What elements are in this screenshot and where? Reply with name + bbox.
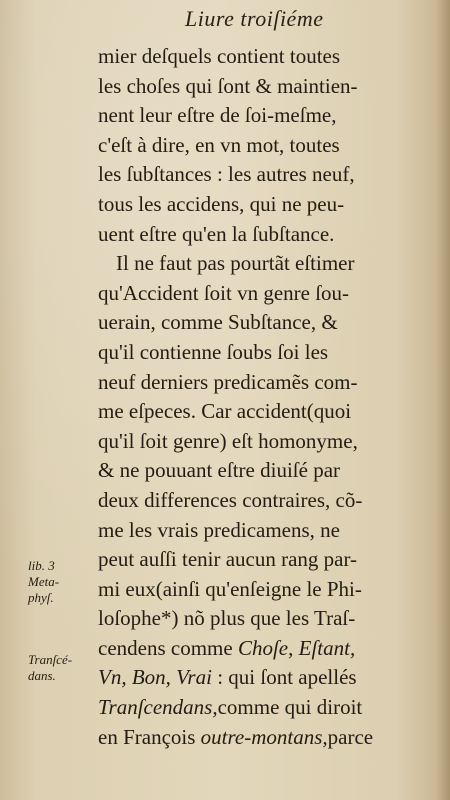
- text-line: loſophe*) nõ plus que les Traſ-: [98, 606, 356, 631]
- text-segment: cendens comme: [98, 635, 233, 660]
- text-line: les choſes qui ſont & maintien-: [98, 73, 358, 98]
- italic-term: Vn, Bon, Vrai: [98, 665, 212, 690]
- running-head: Liure troiſiéme: [185, 6, 324, 31]
- text-line-mixed: [98, 663, 418, 693]
- text-line-mixed: [98, 693, 418, 723]
- italic-term: Eſtant,: [298, 635, 356, 660]
- text-line-paragraph-start: Il ne faut pas pourtãt eſtimer: [116, 251, 355, 276]
- text-line: les ſubſtances : les autres neuf,: [98, 162, 355, 187]
- text-line: uerain, comme Subſtance, &: [98, 310, 338, 335]
- text-segment: ,: [288, 635, 299, 660]
- page-edge-shadow: [436, 0, 450, 800]
- text-segment: : qui ſont apellés: [211, 665, 357, 690]
- margin-note-line: Meta-: [28, 574, 60, 589]
- text-line: qu'Accident ſoit vn genre ſou-: [98, 280, 350, 305]
- text-line-mixed: [98, 634, 418, 664]
- text-segment: parce: [327, 724, 374, 749]
- text-line: peut auſſi tenir aucun rang par-: [98, 547, 358, 572]
- margin-note-line: Tranſcé-: [28, 652, 73, 667]
- margin-note-line: dans.: [28, 668, 56, 683]
- text-line: c'eſt à dire, en vn mot, toutes: [98, 132, 340, 157]
- margin-note-line: lib. 3: [28, 558, 55, 573]
- text-line: mi eux(ainſi qu'enſeigne le Phi-: [98, 576, 362, 601]
- body-text: [98, 42, 418, 752]
- text-line: qu'il contienne ſoubs ſoi les: [98, 339, 329, 364]
- text-line: uent eſtre qu'en la ſubſtance.: [98, 221, 335, 246]
- italic-term: Choſe: [237, 635, 289, 660]
- text-line: me eſpeces. Car accident(quoi: [98, 399, 352, 424]
- text-line: nent leur eſtre de ſoi-meſme,: [98, 103, 337, 128]
- text-line: neuf derniers predicamẽs com-: [98, 369, 358, 394]
- text-line-mixed: [98, 723, 418, 753]
- text-line: mier deſquels contient toutes: [98, 44, 341, 68]
- text-segment: comme qui diroit: [217, 695, 363, 720]
- italic-term: outre-montans,: [200, 724, 328, 749]
- margin-note-transcendans: [28, 652, 72, 684]
- text-line: tous les accidens, qui ne peu-: [98, 191, 345, 216]
- margin-note-metaphys: [28, 558, 59, 606]
- text-segment: en François: [98, 724, 201, 749]
- italic-term: Tranſcendans,: [98, 695, 218, 720]
- text-line: qu'il ſoit genre) eſt homonyme,: [98, 428, 358, 453]
- text-line: deux differences contraires, cõ-: [98, 487, 363, 512]
- margin-note-line: phyſ.: [28, 590, 54, 605]
- text-line: me les vrais predicamens, ne: [98, 517, 340, 542]
- text-line: & ne pouuant eſtre diuiſé par: [98, 458, 341, 483]
